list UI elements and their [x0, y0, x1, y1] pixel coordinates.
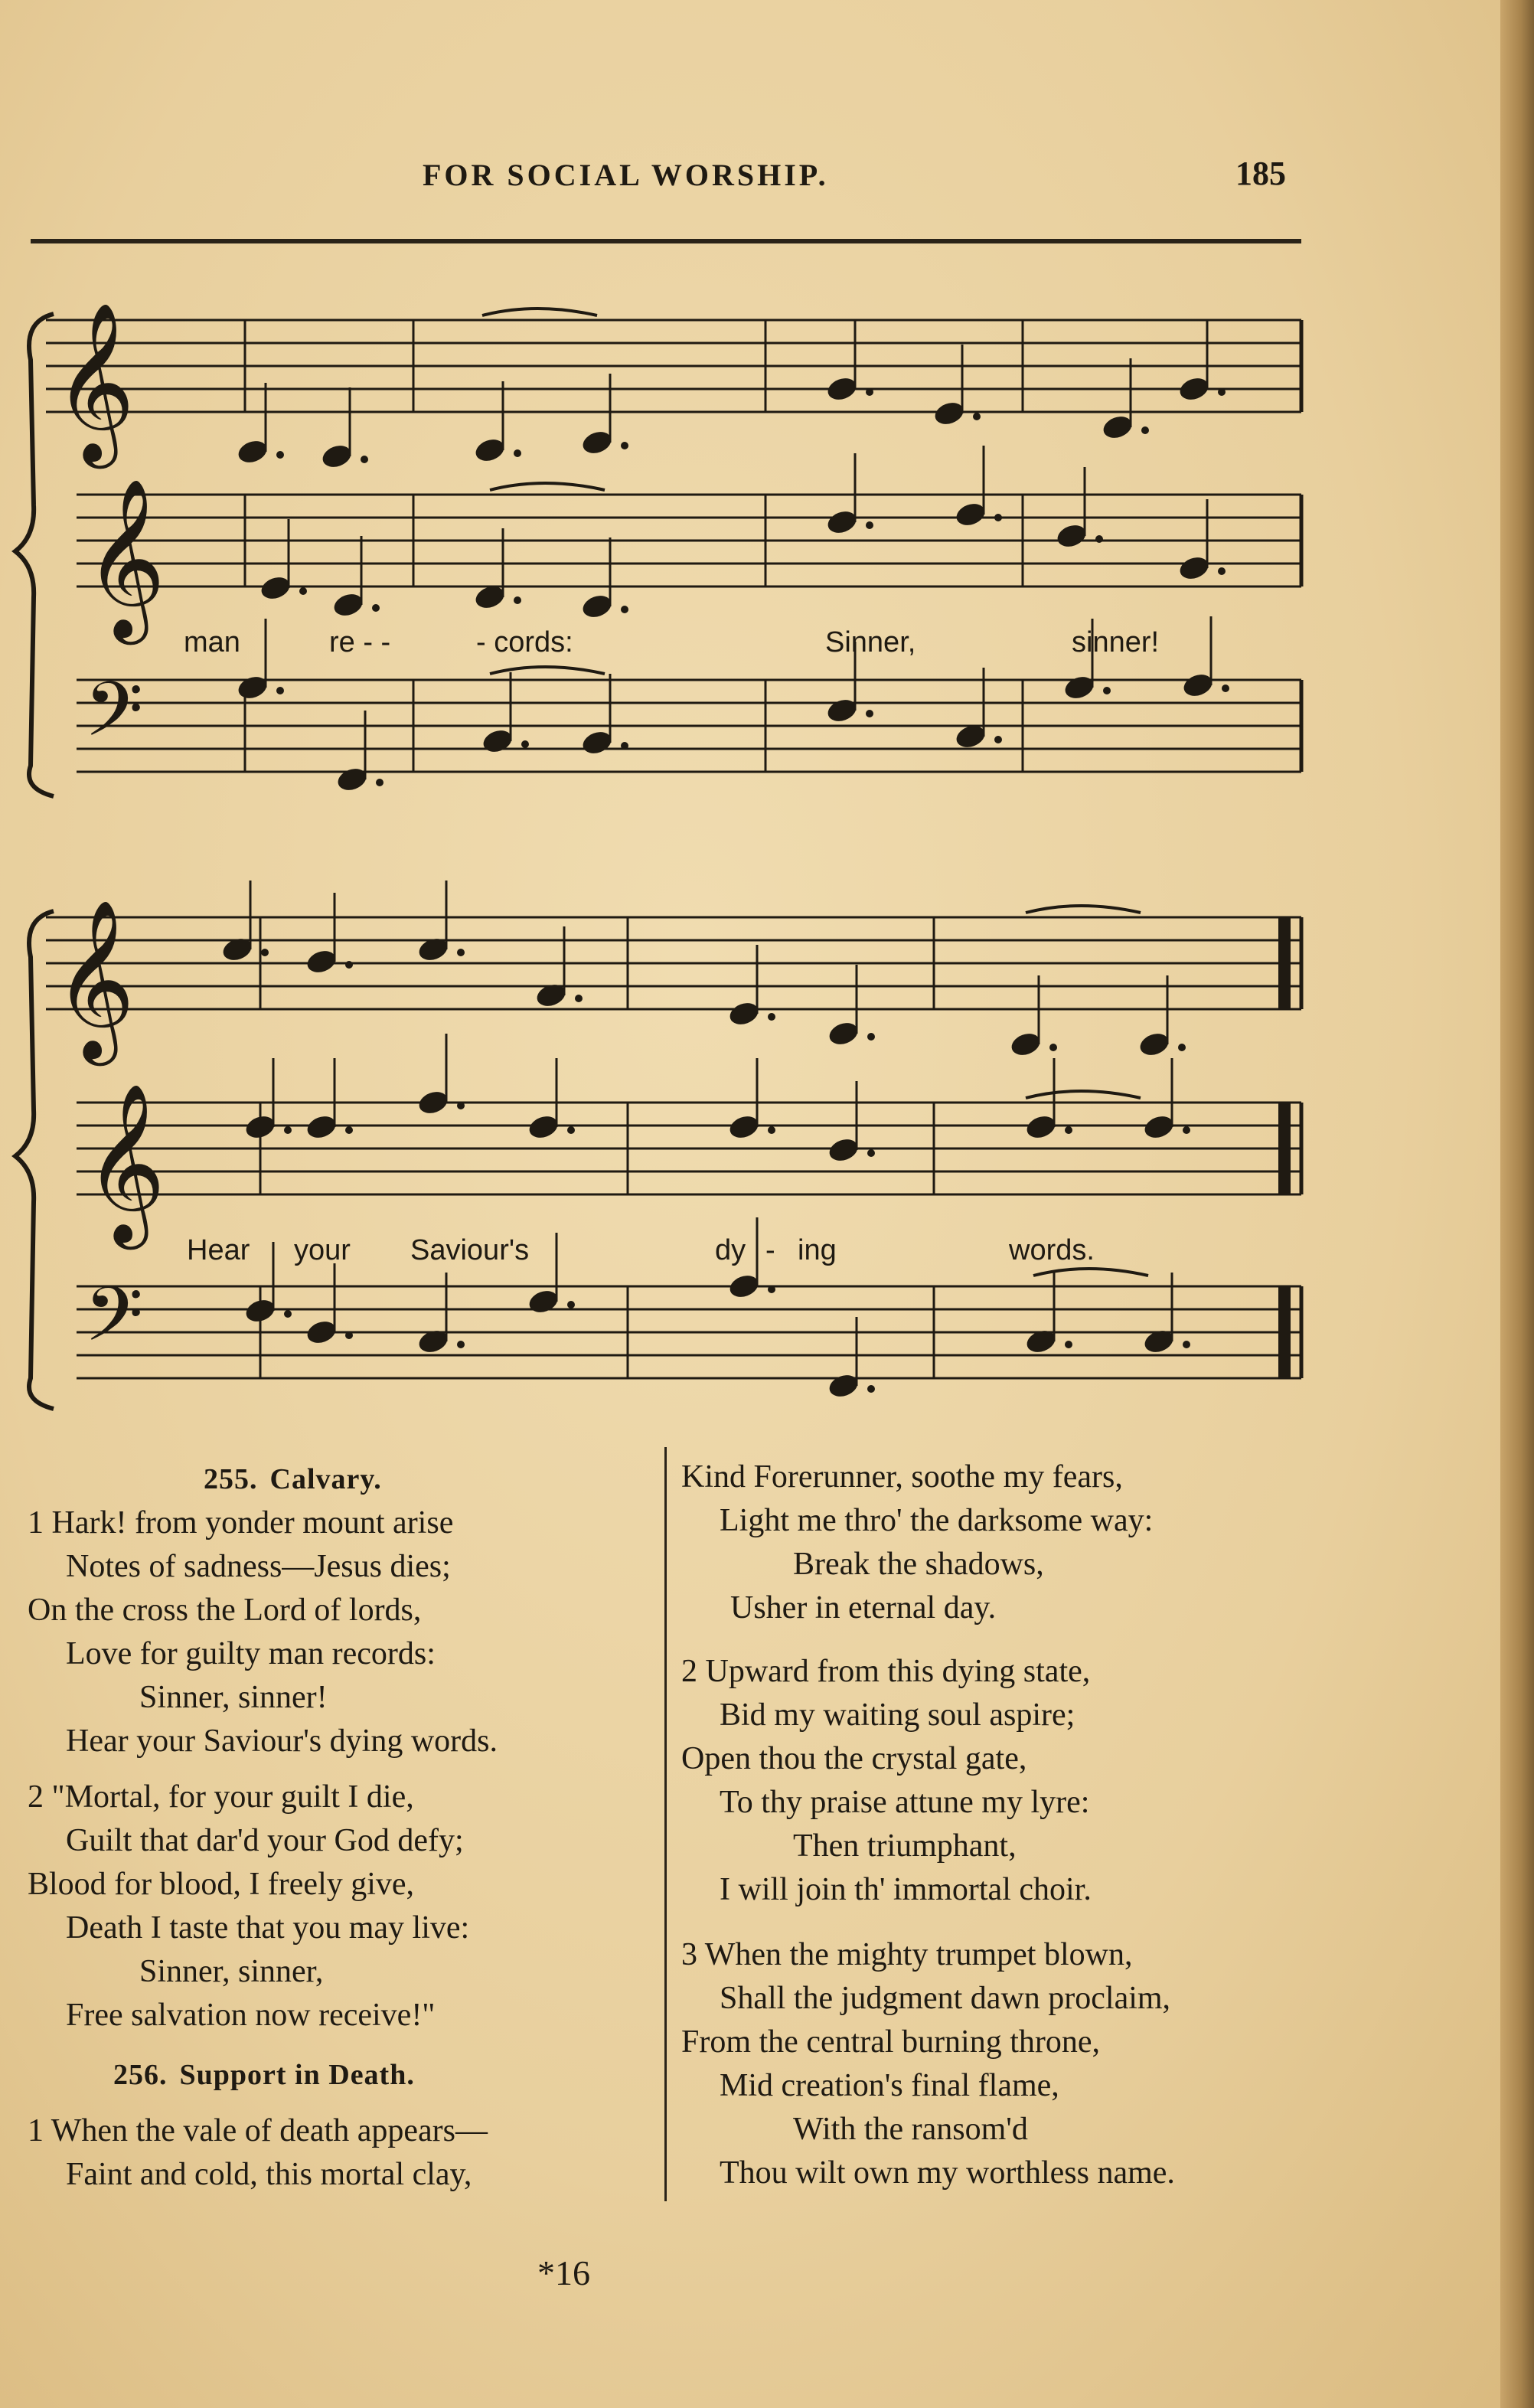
running-title: FOR SOCIAL WORSHIP.	[423, 158, 829, 192]
dot	[1218, 567, 1226, 575]
system-brace	[15, 314, 54, 796]
lyric-syllable: Hear	[187, 1234, 250, 1266]
verse-line: Mid creation's final flame,	[720, 2068, 1059, 2103]
dot	[276, 451, 284, 459]
verse-line: Sinner, sinner!	[139, 1680, 328, 1715]
dot	[372, 604, 380, 612]
lyric-syllable: Saviour's	[410, 1234, 530, 1266]
dot	[567, 1126, 575, 1134]
dot	[994, 736, 1002, 743]
final-bar-line	[1278, 917, 1291, 1009]
verse-line: To thy praise attune my lyre:	[720, 1785, 1090, 1820]
verse-line: Hear your Saviour's dying words.	[66, 1724, 498, 1759]
verse-line: 1 Hark! from yonder mount arise	[28, 1505, 454, 1541]
tie-arc	[482, 309, 597, 315]
dot	[867, 1149, 875, 1157]
final-bar-line	[1278, 1103, 1291, 1194]
dot	[567, 1301, 575, 1309]
hymn-title: Calvary.	[269, 1463, 382, 1495]
tie-arc	[1033, 1269, 1148, 1276]
verse-line: I will join th' immortal choir.	[720, 1872, 1092, 1907]
dot	[768, 1286, 775, 1293]
dot	[768, 1013, 775, 1021]
dot	[1183, 1341, 1190, 1348]
verse-line: Then triumphant,	[793, 1828, 1017, 1864]
lyric-syllable: dy	[715, 1234, 746, 1266]
dot	[866, 710, 873, 717]
verse-line: Love for guilty man records:	[66, 1636, 436, 1671]
dot	[621, 742, 628, 750]
lyric-syllable: man	[184, 626, 240, 658]
verse-line: Shall the judgment dawn proclaim,	[720, 1981, 1171, 2016]
verse-line: 2 "Mortal, for your guilt I die,	[28, 1779, 414, 1815]
dot	[575, 995, 583, 1002]
hymn-number: 255.	[204, 1463, 258, 1495]
lyric-syllable: re - -	[329, 626, 391, 658]
dot	[345, 1331, 353, 1339]
page-number: 185	[1235, 155, 1286, 192]
clef-icon: 𝄞	[54, 302, 135, 462]
verse-line: 2 Upward from this dying state,	[681, 1654, 1091, 1689]
dot	[1141, 426, 1149, 434]
final-bar-line	[1278, 1286, 1291, 1378]
dot	[621, 606, 628, 613]
dot	[1183, 1126, 1190, 1134]
clef-icon: 𝄢	[84, 1271, 144, 1377]
dot	[361, 456, 368, 463]
dot	[457, 949, 465, 956]
clef-icon: 𝄞	[84, 1083, 166, 1243]
dot	[521, 740, 529, 748]
dot	[261, 949, 269, 956]
dot	[973, 413, 981, 420]
verse-line: Free salvation now receive!"	[66, 1998, 436, 2033]
verse-line: 1 When the vale of death appears—	[28, 2113, 488, 2148]
verse-line: Thou wilt own my worthless name.	[720, 2155, 1175, 2191]
verse-line: Open thou the crystal gate,	[681, 1741, 1027, 1776]
dot	[345, 1126, 353, 1134]
dot	[1049, 1044, 1057, 1051]
dot	[276, 687, 284, 694]
dot	[994, 514, 1002, 521]
dot	[866, 388, 873, 396]
lyric-syllable: -	[765, 1234, 775, 1266]
hymn-heading	[113, 2058, 415, 2092]
verse-line: Faint and cold, this mortal clay,	[66, 2157, 472, 2192]
verse-line: Kind Forerunner, soothe my fears,	[681, 1459, 1123, 1495]
dot	[1178, 1044, 1186, 1051]
verse-line: Usher in eternal day.	[730, 1590, 997, 1625]
hymn-title: Support in Death.	[179, 2059, 415, 2091]
dot	[1065, 1341, 1072, 1348]
dot	[376, 779, 384, 786]
verse-line: Blood for blood, I freely give,	[28, 1867, 415, 1902]
dot	[1222, 684, 1229, 692]
column-divider	[664, 1447, 667, 2201]
verse-line: Break the shadows,	[793, 1547, 1044, 1582]
lyric-syllable: sinner!	[1072, 626, 1160, 658]
hymn-number: 256.	[113, 2059, 168, 2091]
verse-line: Light me thro' the darksome way:	[720, 1503, 1154, 1538]
dot	[621, 442, 628, 449]
dot	[1218, 388, 1226, 396]
dot	[768, 1126, 775, 1134]
lyric-syllable: ing	[798, 1234, 837, 1266]
dot	[284, 1126, 292, 1134]
verse-line: With the ransom'd	[793, 2112, 1028, 2147]
lyric-syllable: Sinner,	[825, 626, 916, 658]
dot	[1065, 1126, 1072, 1134]
verse-line: 3 When the mighty trumpet blown,	[681, 1937, 1133, 1972]
lyric-syllable: words.	[1009, 1234, 1095, 1266]
dot	[345, 961, 353, 969]
verse-line: From the central burning throne,	[681, 2024, 1101, 2060]
dot	[284, 1310, 292, 1318]
clef-icon: 𝄞	[84, 478, 166, 638]
hymn-heading	[204, 1462, 382, 1496]
tie-arc	[1026, 906, 1141, 913]
dot	[1103, 687, 1111, 694]
dot	[457, 1102, 465, 1109]
verse-line: Sinner, sinner,	[139, 1954, 324, 1989]
dot	[866, 521, 873, 529]
verse-line: Death I taste that you may live:	[66, 1910, 470, 1946]
verse-line: Guilt that dar'd your God defy;	[66, 1823, 464, 1858]
verse-line: Notes of sadness—Jesus dies;	[66, 1549, 451, 1584]
dot	[867, 1033, 875, 1041]
clef-icon: 𝄞	[54, 899, 135, 1059]
verse-line: Bid my waiting soul aspire;	[720, 1697, 1075, 1733]
dot	[1095, 535, 1103, 543]
signature-mark: *16	[537, 2253, 590, 2292]
lyric-syllable: - cords:	[476, 626, 573, 658]
tie-arc	[1026, 1091, 1141, 1098]
verse-line: On the cross the Lord of lords,	[28, 1593, 422, 1628]
dot	[299, 587, 307, 595]
tie-arc	[490, 483, 605, 490]
tie-arc	[490, 667, 605, 674]
dot	[867, 1385, 875, 1393]
dot	[457, 1341, 465, 1348]
lyric-syllable: your	[294, 1234, 351, 1266]
dot	[514, 596, 521, 604]
dot	[514, 449, 521, 457]
clef-icon: 𝄢	[84, 666, 144, 773]
